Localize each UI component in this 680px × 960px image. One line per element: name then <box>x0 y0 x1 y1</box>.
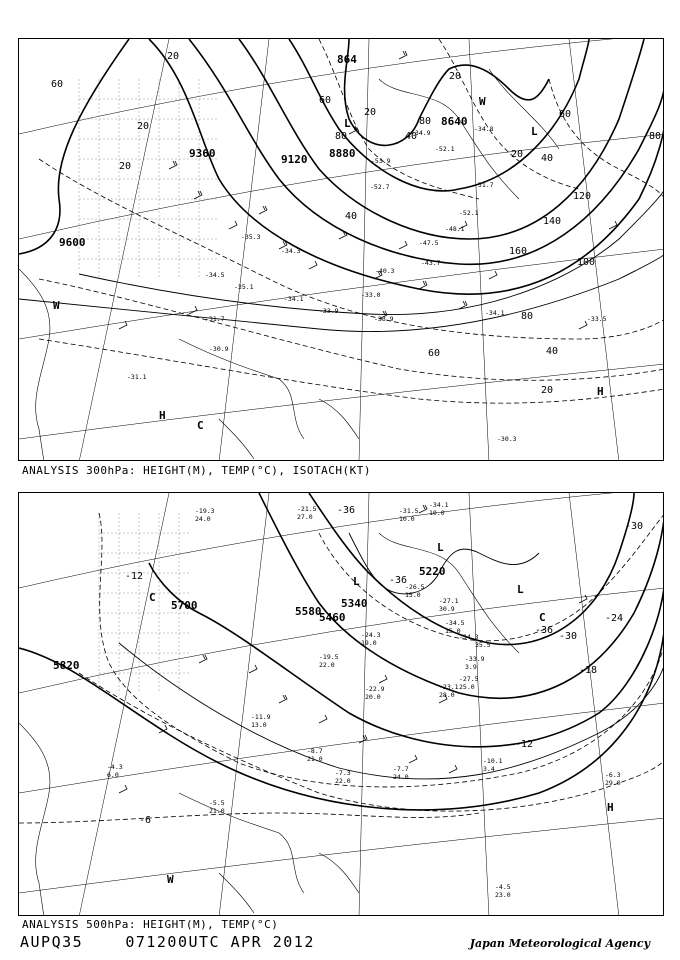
map-500hpa-caption: ANALYSIS 500hPa: HEIGHT(M), TEMP(°C) <box>22 918 279 931</box>
station-label: -19.5 <box>319 653 339 661</box>
isotach-label: 60 <box>559 109 572 120</box>
agency-name: Japan Meteorological Agency <box>469 937 650 950</box>
isotach-label: 20 <box>137 121 150 132</box>
height-contours <box>19 39 664 294</box>
station-label: 21.0 <box>307 755 323 763</box>
isotherm-label: -12 <box>515 739 534 750</box>
temperature-label: -30.3 <box>497 435 517 443</box>
isotach-label: 80 <box>521 311 534 322</box>
isotach-label: 140 <box>543 216 562 227</box>
station-label: 24.0 <box>195 515 211 523</box>
temperature-label: -51.7 <box>474 181 494 189</box>
station-label: -31.5 <box>399 507 419 515</box>
hatch-area <box>79 79 219 279</box>
temperature-label: -30.9 <box>209 345 229 353</box>
station-label: -4.3 <box>107 763 123 771</box>
isotach-label: 20 <box>449 71 462 82</box>
isotach-label: 40 <box>345 211 358 222</box>
height-label: 5460 <box>319 611 346 624</box>
isotach-label-group <box>51 51 661 396</box>
station-label: 30.9 <box>439 605 455 613</box>
temperature-label: -34.9 <box>411 129 431 137</box>
temperature-label: -40.3 <box>375 267 395 275</box>
isotach-label: 80 <box>419 116 432 127</box>
station-label: 35.5 <box>475 641 491 649</box>
temperature-label: -52.7 <box>370 183 390 191</box>
station-label: 27.0 <box>297 513 313 521</box>
pressure-center-label: W <box>479 95 486 108</box>
pressure-center-label: C <box>197 419 204 432</box>
station-label: 15.0 <box>405 591 421 599</box>
station-label: -27.1 <box>439 597 459 605</box>
height-label: 9120 <box>281 153 308 166</box>
station-label: -7.3 <box>335 769 351 777</box>
temperature-label: -34.1 <box>485 309 505 317</box>
station-label: -5.5 <box>209 799 225 807</box>
station-label: 21.0 <box>209 807 225 815</box>
pressure-center-label: C <box>149 591 156 604</box>
chart-id-footer <box>20 933 315 951</box>
station-label: -34.1 <box>429 501 449 509</box>
pressure-center-label: C <box>539 611 546 624</box>
station-label: 3.9 <box>465 663 477 671</box>
isotherm-label: -30 <box>559 631 578 642</box>
coastline <box>19 533 519 916</box>
isotach-label: 160 <box>509 246 528 257</box>
station-label: 13.0 <box>251 721 267 729</box>
map-500hpa <box>18 492 664 916</box>
isotherm-label-group <box>125 505 643 826</box>
station-label: 24.0 <box>393 773 409 781</box>
temperature-label: -35.1 <box>234 283 254 291</box>
height-label-group <box>53 565 446 672</box>
isotach-label: 20 <box>541 385 554 396</box>
isotach-label: 40 <box>405 131 418 142</box>
pressure-center-label: L <box>517 583 524 596</box>
temperature-label: -35.3 <box>241 233 261 241</box>
pressure-center-label: L <box>353 575 360 588</box>
station-label: 22.0 <box>335 777 351 785</box>
temperature-label: -34.3 <box>281 247 301 255</box>
temperature-label: -33.5 <box>587 315 607 323</box>
station-label: -8.7 <box>307 747 323 755</box>
graticule <box>19 493 664 916</box>
isotach-label: 100 <box>577 257 596 268</box>
station-label: 28.0 <box>439 691 455 699</box>
station-label: 15.0 <box>445 627 461 635</box>
station-label: 23.0 <box>495 891 511 899</box>
station-label: 10.0 <box>429 509 445 517</box>
pressure-center-label: L <box>531 125 538 138</box>
station-label: -24.3 <box>361 631 381 639</box>
isotach-label: 80 <box>649 131 662 142</box>
temperature-label: -52.1 <box>435 145 455 153</box>
isotherm-label: -36 <box>389 575 408 586</box>
station-label: -7.7 <box>393 765 409 773</box>
station-label: 22.0 <box>319 661 335 669</box>
station-label: -27.5 <box>459 675 479 683</box>
isotherm-label: -36 <box>535 625 554 636</box>
station-label: 29.0 <box>605 779 621 787</box>
station-label: 19.0 <box>361 639 377 647</box>
height-label: 864 <box>337 53 357 66</box>
isotach-label: 20 <box>364 107 377 118</box>
isotach-label: 60 <box>319 95 332 106</box>
isotherm-label: -6 <box>139 815 152 826</box>
station-label: -11.9 <box>251 713 271 721</box>
wind-barbs <box>119 51 617 329</box>
height-contours-thin <box>119 533 664 779</box>
station-label: -10.1 <box>483 757 503 765</box>
pressure-center-label: L <box>344 117 351 130</box>
isotach-label: 20 <box>167 51 180 62</box>
isotherm-label: -24 <box>605 613 624 624</box>
temperature-label: -43.7 <box>421 259 441 267</box>
station-label: -4.5 <box>495 883 511 891</box>
chart-code: AUPQ35 <box>20 933 84 951</box>
map-300hpa-canvas <box>19 39 664 461</box>
station-label: 6.0 <box>107 771 119 779</box>
temperature-label: -48.1 <box>445 225 465 233</box>
temperature-label: -33.9 <box>319 307 339 315</box>
station-label: 20.0 <box>365 693 381 701</box>
chart-datetime: 071200UTC APR 2012 <box>125 933 315 951</box>
height-label-group <box>59 53 468 249</box>
isotach-label: 60 <box>428 348 441 359</box>
station-label: -34.3 <box>459 633 479 641</box>
isotach-label: 40 <box>541 153 554 164</box>
pressure-center-group <box>53 95 604 432</box>
station-label: -33.9 <box>465 655 485 663</box>
isotach-label: 40 <box>546 346 559 357</box>
pressure-center-label: H <box>159 409 166 422</box>
isotherm-label: -18 <box>579 665 598 676</box>
station-label: -6.3 <box>605 771 621 779</box>
temperature-label: -53.9 <box>371 157 391 165</box>
isotherm-label: -12 <box>125 571 144 582</box>
height-label: 9600 <box>59 236 86 249</box>
height-label: 5340 <box>341 597 368 610</box>
isotach-label: 20 <box>511 149 524 160</box>
map-300hpa <box>18 38 664 461</box>
height-label: 9360 <box>189 147 216 160</box>
isotach-label: 60 <box>51 79 64 90</box>
station-label: -21.5 <box>297 505 317 513</box>
height-label: 5820 <box>53 659 80 672</box>
temperature-label: -34.5 <box>205 271 225 279</box>
isotherm-label: -30 <box>625 521 644 532</box>
pressure-center-label: H <box>607 801 614 814</box>
height-label: 5220 <box>419 565 446 578</box>
temperature-label: -31.1 <box>127 373 147 381</box>
station-label: 3.4 <box>483 765 495 773</box>
height-label: 8880 <box>329 147 356 160</box>
station-label: -26.5 <box>405 583 425 591</box>
temperature-label: -33.0 <box>361 291 381 299</box>
height-label: 5580 <box>295 605 322 618</box>
temperature-label: -33.9 <box>374 315 394 323</box>
map-300hpa-caption: ANALYSIS 300hPa: HEIGHT(M), TEMP(°C), ISOTACH(KT) <box>22 464 372 477</box>
pressure-center-label: H <box>597 385 604 398</box>
pressure-center-label: W <box>53 299 60 312</box>
station-label: -23.1 <box>439 683 459 691</box>
isotach-label: 20 <box>119 161 132 172</box>
station-label: 10.0 <box>399 515 415 523</box>
temperature-label: -34.1 <box>284 295 304 303</box>
height-label: 8640 <box>441 115 468 128</box>
temperature-label: -34.8 <box>474 125 494 133</box>
station-label: -22.9 <box>365 685 385 693</box>
height-contours-thin <box>19 189 664 332</box>
graticule <box>19 39 664 461</box>
station-label: -19.3 <box>195 507 215 515</box>
isotach-label: 120 <box>573 191 592 202</box>
height-label: 5700 <box>171 599 198 612</box>
station-label: -34.5 <box>445 619 465 627</box>
station-label: 25.0 <box>459 683 475 691</box>
temperature-label: -47.5 <box>419 239 439 247</box>
pressure-center-label: L <box>437 541 444 554</box>
isotherm-label: -36 <box>337 505 356 516</box>
temperature-label: -31.7 <box>205 315 225 323</box>
pressure-center-label: W <box>167 873 174 886</box>
isotach-label: 80 <box>335 131 348 142</box>
map-500hpa-canvas <box>19 493 664 916</box>
temperature-label: -52.1 <box>459 209 479 217</box>
